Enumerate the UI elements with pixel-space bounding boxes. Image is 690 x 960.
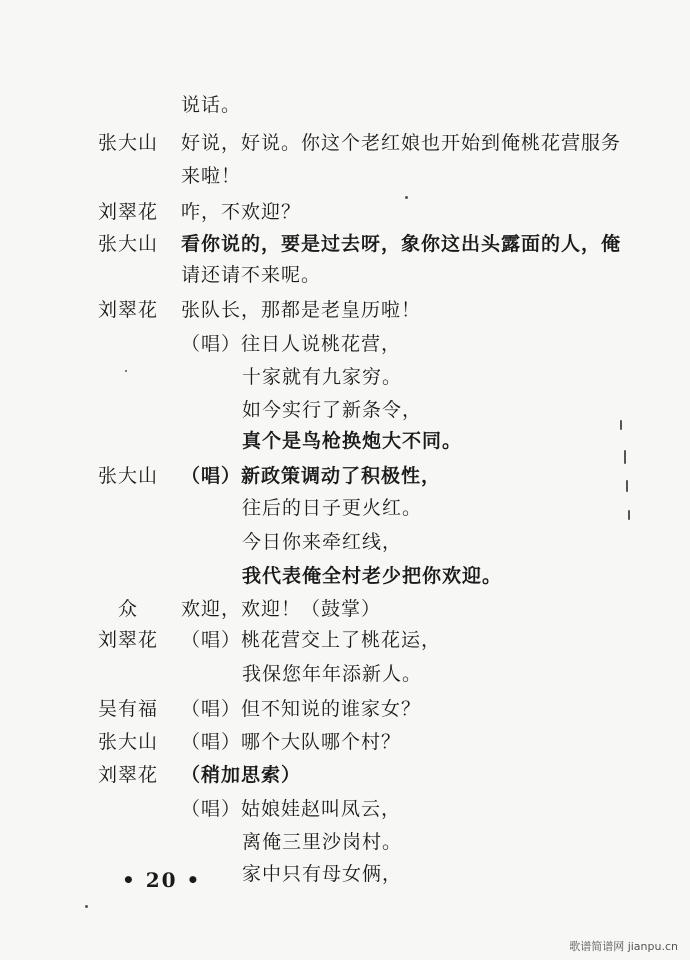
speaker-name: 众: [118, 598, 139, 620]
script-text: 请还请不来呢。: [181, 264, 322, 286]
song-text: 真个是鸟枪换炮大不同。: [242, 430, 463, 452]
script-text: 咋，不欢迎？: [181, 201, 302, 223]
speaker-name: 张大山: [98, 132, 159, 154]
song-text: （唱）但不知说的谁家女？: [181, 698, 422, 720]
song-text: （唱）往日人说桃花营，: [181, 333, 402, 355]
script-text: 好说，好说。你这个老红娘也开始到俺桃花营服务: [181, 132, 622, 154]
scan-speck: [628, 510, 630, 520]
song-text: 如今实行了新条令，: [242, 399, 423, 421]
song-text: （唱）姑娘娃赵叫凤云，: [181, 798, 402, 820]
script-text: 说话。: [181, 94, 242, 116]
script-text: 看你说的，要是过去呀，象你这出头露面的人，俺: [181, 233, 622, 255]
speaker-name: 刘翠花: [98, 629, 159, 651]
scan-speck: [85, 905, 88, 908]
song-text: （唱）桃花营交上了桃花运，: [181, 629, 442, 651]
song-text: 家中只有母女俩，: [242, 863, 403, 885]
song-text: 十家就有九家穷。: [242, 366, 403, 388]
scan-speck: [405, 196, 408, 199]
song-text: 往后的日子更火红。: [242, 497, 423, 519]
script-text: 张队长，那都是老皇历啦！: [181, 299, 422, 321]
speaker-name: 张大山: [98, 731, 159, 753]
speaker-name: 张大山: [98, 465, 159, 487]
song-text: （唱）新政策调动了积极性，: [181, 465, 442, 487]
script-text: 来啦！: [181, 165, 242, 187]
song-text: 我保您年年添新人。: [242, 663, 423, 685]
watermark: 歌谱简谱网 jianpu.cn: [569, 940, 678, 953]
speaker-name: 刘翠花: [98, 299, 159, 321]
scan-speck: [624, 450, 626, 464]
song-text: 我代表俺全村老少把你欢迎。: [242, 565, 503, 587]
song-text: 离俺三里沙岗村。: [242, 831, 403, 853]
script-text: 欢迎，欢迎！（鼓掌）: [181, 598, 382, 620]
scan-speck: [125, 370, 127, 372]
song-text: （唱）哪个大队哪个村？: [181, 731, 402, 753]
speaker-name: 吴有福: [98, 698, 159, 720]
song-text: 今日你来牵红线，: [242, 531, 403, 553]
speaker-name: 张大山: [98, 233, 159, 255]
page-number: • 20 •: [122, 868, 202, 892]
scan-speck: [620, 420, 622, 430]
stage-direction: （稍加思索）: [181, 764, 302, 786]
speaker-name: 刘翠花: [98, 764, 159, 786]
scan-speck: [626, 480, 628, 492]
speaker-name: 刘翠花: [98, 201, 159, 223]
